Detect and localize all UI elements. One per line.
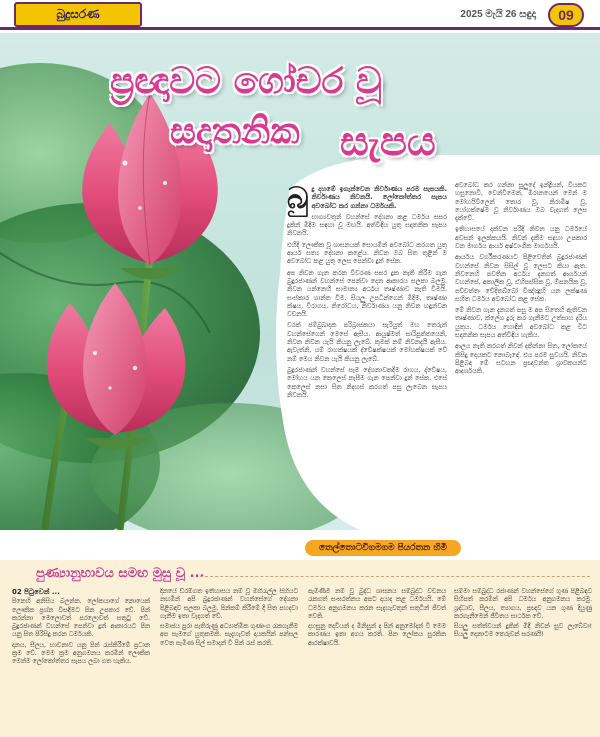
article-paragraph: මේ නිවන ගැන දැනගත් පසු ම අප සිතෙහි ඇතිවන තෘෂ්ණාව, ක්ලේශ දුරු කර ගැනීමට උත්සාහ දැරිය යුතුය. ධර්මය හොඳින් අවබෝධ කළ විට සදාතනික සැපය අත්විඳිය හැකිය. <box>455 306 587 340</box>
continued-paragraph: සමාජය පුරා පැතිරුණු අධ්‍යාත්මික ගුණාංග රැකගැනීම අප සැමගේ යුතුකමකි. සැදැහැවත් දායකයින් පන්සල වෙත පැමිණ සිල් සමාදන් වී පින් රැස් කරති. <box>160 623 298 647</box>
continued-from-label: 02 පිටුවෙන් ... <box>12 588 60 596</box>
author-byline: තෙල්තොටවිගමගම පියරතන හිමි <box>305 540 461 556</box>
continued-section-title: පුණ්‍යානුභාවය සමඟ මුසු වූ ... <box>36 566 205 581</box>
article-paragraph: අවබෝධ කර ගන්නා සුලුදේ ඉන්ද්‍රියන්, වියකට හසුනොවී, වෙන්වීමෙන්, මිරානයෙන් මෙන් ම මෝහයිවිලෙන් තොර වූ, නිරාමිෂ වූ, යෝගක්ෂේම වූ නිර්වාණය ඔබ වැදගත් ලෙස දැක්වේ. <box>455 181 587 223</box>
dropcap: බු <box>287 185 309 216</box>
article-title-line2: සදාතනික <box>170 111 300 152</box>
article-body <box>175 173 593 513</box>
page-header <box>0 0 600 30</box>
continued-paragraph: පිනෙහි අනිසිය බලන්න. ලෝකයාගේ නොයෙක් ලෞකික ප්‍රශ්න විසඳීමට පින උපකාර වේ. පින් කරන්නා මෙලොවත් පරලොවත් සතුටු වේ. බුදුරජාණන් වහන්සේ පෙන්වා දුන් ආකාරයට පින යනු සිත පිරිසිදු කරන ධර්මයකි. <box>12 598 150 639</box>
article-intro: දු දහමේ ඉගැන්වෙන නිර්වාණය පරම සැපයකි. නිර්වාණය නිවනයි. ලෝකෝත්තර සැපය අවබෝධ කර ගන්නා ධර්මයකි. <box>311 185 447 210</box>
continued-paragraph: දිනයේ ඩ්රම්ගත ඉතිහාසය නම් වූ මිහිරැල්ල සිහියට නඟමින් අපි බුදුරජාණන් වහන්සේගේ දේශනා පිළිබඳව සලකා බලමු. පින්කම් කිරීමේ දී සිත පහදවා ගැනීම ඉතා වැදගත් වේ. <box>160 588 298 620</box>
continued-paragraph: දහසුනු දෙවියන් ද මිනිසුන් ද පින් අනුමෝදන් වී මෙම කාරණය ඉතා අගය කරති. පින ලෝකය සුරකින ආරක්ෂාවයි. <box>308 623 446 647</box>
article-column-right <box>455 181 587 499</box>
article-column-left <box>287 185 447 495</box>
logo-text: බුදුසරණ <box>56 7 100 21</box>
hero-image <box>0 33 600 530</box>
article-paragraph: ආලය නැති කරගත් නිවන් දකින්නා සිත, ලෝකයේ කිසිදු දෙයකට නොබැඳේ. එය පරම සුවයයි. නිවන පිළිබඳ මේ සටහන ප්‍රඥාවන්ත ශ්‍රාවකයන්ට ආදර්ශයකි. <box>455 342 587 376</box>
article-paragraph: භාග්‍යවතුන් වහන්සේ දේශනා කළ ධර්මය සසර දුකින් මිදීම සඳහා වූ මඟයි. අත්විඳිය යුතු සදාතනික සැපය නිවනයි. <box>287 212 447 238</box>
article-title-line1: ප්‍රඥාවට ගෝචර වූ <box>110 61 382 102</box>
article-paragraph: බුදුරජාණන් වහන්සේ සෑම දේශනාවකදීම රාගය, ද්වේෂය, මෝහය යන කෙලෙස් නැසීම ගැන පෙන්වා දුන් සේක. එසේ කෙලෙස් නසා සිත නිදහස් කරගත් පසු ලැබෙන සැපය නිවනයි. <box>287 365 447 399</box>
continued-paragraph: පැමිණීම නම් වූ බුද්ධ ශාසනය සම්බුද්ධ වචනය රැකගත් සංඝරත්නය අපට දායාද කළ ධර්මයයි. මේ ධර්මය අනුගමනය කරන සැදැහැවතුන් සතුටින් ජීවත් වෙති. <box>308 588 446 620</box>
article-paragraph: ඉතිහාසයේ දක්වන පරිදි නිවන යනු ධර්මයේ අවසන් ඉලක්කයයි. නිවන් දැකීම සඳහා උපකාර වන මාර්ගය ආර්ය අෂ්ටාංගික මාර්ගයයි. <box>455 225 587 251</box>
newspaper-logo <box>14 2 142 27</box>
continued-paragraph: සම්මා සම්බුද්ධ රජාණන් වහන්සේගේ ගුණ පිළිබඳව සිහිපත් කරමින් අපි ධර්මය අනුගමනය කරමු. ශ්‍රද්ධාව, සීලය, ත්‍යාගය, ප්‍රඥාව යන ගුණ දියුණු කරගැනීමෙන් ජීවිතය සාර්ථක වේ. <box>454 588 592 620</box>
section-divider <box>200 576 590 577</box>
issue-date: 2025 මැයි 26 සඳුදා <box>460 9 536 20</box>
continued-paragraph: දානය, සීලය, භාවනාව යනු පින් රැස්කිරීමේ ප්‍රධාන ක්‍රම වේ. මෙම ක්‍රම අනුගමනය කරමින් ලෞකික මෙන්ම ලෝකෝත්තර සැපය ලබා ගත හැකිය. <box>12 641 150 666</box>
continued-column-3 <box>308 588 446 734</box>
article-title-line3: සැපය <box>340 119 436 165</box>
article-paragraph: එහිදී ලෞකික වූ ශාසනයක් සොයමින් අවබෝධ කරගත යුතු ආර්ය සත්‍ය දේශනා කළේය. නිවන ඔබ සිත තුළින් ම අවබෝධ කළ යුතු ලෙස පෙන්වා දුන් සේක. <box>287 240 447 266</box>
article-paragraph: ආර්යය වර්ගීකරණයට පිළිවෙතින් බුදුරජාණන් වහන්සේ නිවන සිසිල් වූ ලෙසට කියා ඇත. නිවනෙහි පවතින අර්ථය දැනගත් ආර්යයන් වහන්සේ, අකාලික වූ, ඒහිපස්සික වූ, ඕපනයික වූ, පච්චත්තං වේදිතබ්බෝ විඤ්ඤූහි යන ලක්ෂණ සහිත ධර්මය අවබෝධ කළ සේක. <box>455 253 587 303</box>
continued-column-1 <box>12 588 150 734</box>
article-paragraph: වරක් ජම්බුඛාදක පරිබ්‍රාජකයා සැරියුත් මහ තෙරුන් වහන්සේගෙන් මෙසේ ඇසීය. ආයුෂ්මත් සාරිපුත්තයෙනි, නිවන නිවන යැයි කියනු ලැබේ. කුමක් නම් නිවනදැයි ඇසීය. ඇවැත්නි, යම් රාගක්ෂයක් ද්වේෂක්ෂයක් මෝහක්ෂයක් වේ නම් මෙය නිවන යැයි කියනු ලැබේ. <box>287 321 447 363</box>
article-paragraph: අප නිවන ගැන කරන විවරණ සසර දුක නැති කිරීම ගැන බුදුරජාණන් වහන්සේ පෙන්වා දෙන ආකාරය සලකා බලමු. නිවන යන්නෙහි සාමාන්‍ය අර්ථය තෘෂ්ණාව නැති වීමයි. සංස්කාර ශාන්ත වීම, සියලු උපධීන්ගෙන් මිදීම, තෘෂ්ණා ක්ෂය, විරාගය, නිරෝධය, නිර්වාණය යනු නිවන හඳුන්වන වචනයි. <box>287 268 447 319</box>
continued-column-4 <box>454 588 592 734</box>
continued-column-2 <box>160 588 298 734</box>
page-number: 09 <box>548 3 584 27</box>
continued-paragraph: සියලු සත්ත්වයන් දුකින් මිදී නිවන් සුව ලැබේවා! සියලු දෙනාටම තෙරුවන් සරණයි! <box>454 623 592 639</box>
